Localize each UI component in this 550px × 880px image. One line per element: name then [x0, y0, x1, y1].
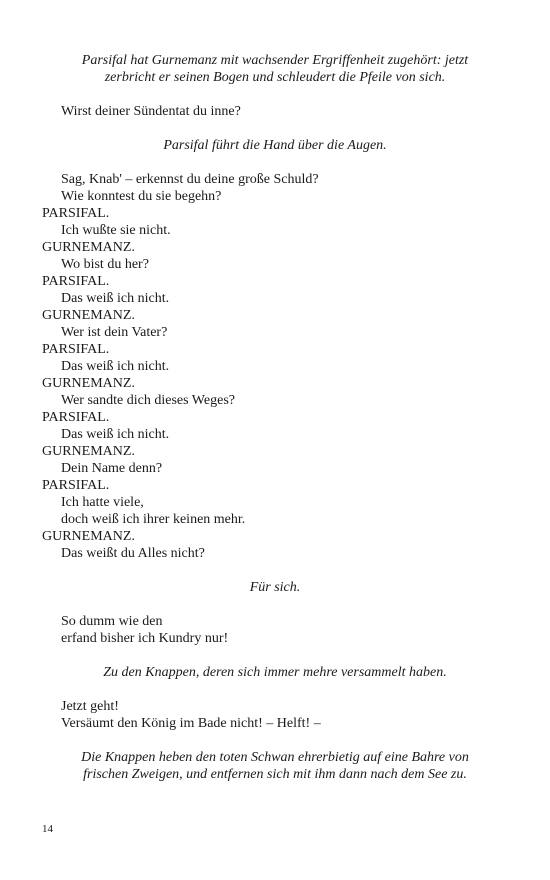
speech-line: erfand bisher ich Kundry nur! [61, 631, 229, 646]
stage-direction-line: Für sich. [249, 580, 301, 595]
speech-line: So dumm wie den [61, 614, 163, 629]
speaker-name: GURNEMANZ. [42, 308, 135, 323]
speech-line: Jetzt geht! [61, 699, 119, 714]
stage-direction-line: Zu den Knappen, deren sich immer mehre versammelt haben. [103, 665, 447, 680]
speaker-name: PARSIFAL. [42, 274, 110, 289]
stage-direction-line: Parsifal führt die Hand über die Augen. [163, 138, 387, 153]
speaker-name: PARSIFAL. [42, 410, 110, 425]
speech-line: Wer sandte dich dieses Weges? [61, 393, 235, 408]
speech-line: Versäumt den König im Bade nicht! – Helft! – [61, 716, 321, 731]
speaker-name: PARSIFAL. [42, 342, 110, 357]
speaker-name: PARSIFAL. [42, 478, 110, 493]
speech-line: Ich wußte sie nicht. [61, 223, 171, 238]
speaker-name: GURNEMANZ. [42, 240, 135, 255]
speech-line: doch weiß ich ihrer keinen mehr. [61, 512, 246, 527]
speaker-name: GURNEMANZ. [42, 529, 135, 544]
page-number: 14 [42, 823, 53, 835]
speech-line: Wirst deiner Sündentat du inne? [61, 104, 241, 119]
speech-line: Das weißt du Alles nicht? [61, 546, 205, 561]
speech-line: Ich hatte viele, [61, 495, 144, 510]
speech-line: Das weiß ich nicht. [61, 359, 170, 374]
stage-direction-line: Parsifal hat Gurnemanz mit wachsender Ergriffenheit zugehört: jetzt [81, 53, 469, 68]
speaker-name: GURNEMANZ. [42, 376, 135, 391]
speech-line: Wer ist dein Vater? [61, 325, 168, 340]
speech-line: Wie konntest du sie begehn? [61, 189, 222, 204]
stage-direction-line: Die Knappen heben den toten Schwan ehrerbietig auf eine Bahre von [81, 750, 469, 765]
speech-line: Wo bist du her? [61, 257, 149, 272]
speech-line: Sag, Knab' – erkennst du deine große Schuld? [61, 172, 319, 187]
speech-line: Das weiß ich nicht. [61, 427, 170, 442]
speaker-name: GURNEMANZ. [42, 444, 135, 459]
speaker-name: PARSIFAL. [42, 206, 110, 221]
speech-line: Dein Name denn? [61, 461, 163, 476]
stage-direction-line: frischen Zweigen, und entfernen sich mit ihm dann nach dem See zu. [83, 767, 467, 782]
speech-line: Das weiß ich nicht. [61, 291, 170, 306]
stage-direction-line: zerbricht er seinen Bogen und schleudert die Pfeile von sich. [104, 70, 446, 85]
